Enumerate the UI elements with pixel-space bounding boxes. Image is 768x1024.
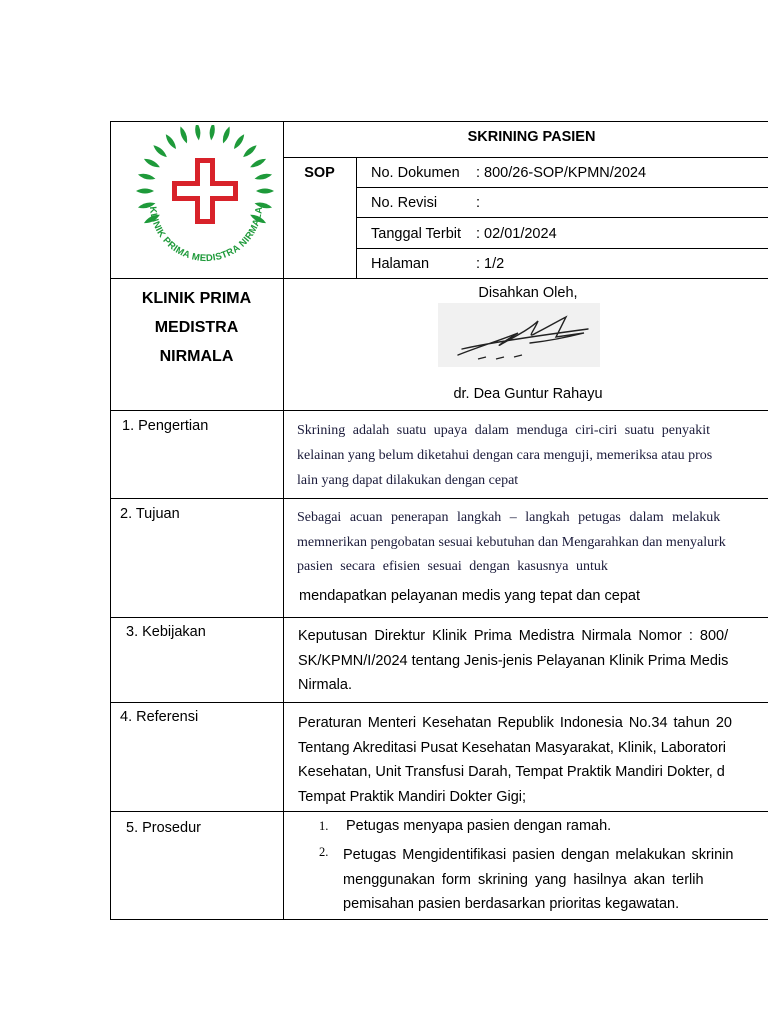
prosedur-item-2-number: 2. bbox=[319, 845, 329, 859]
prosedur-item-1-number: 1. bbox=[319, 819, 329, 833]
doc-number-value: : 800/26-SOP/KPMN/2024 bbox=[476, 165, 647, 181]
section-label-referensi: 4. Referensi bbox=[120, 709, 199, 725]
issue-date-label: Tanggal Terbit bbox=[371, 226, 462, 242]
logo-leaf bbox=[152, 143, 169, 159]
section-text-tujuan-extra: mendapatkan pelayanan medis yang tepat dan cepat bbox=[299, 588, 640, 604]
table-border-left bbox=[110, 121, 111, 920]
prosedur-item-2-text: Petugas Mengidentifikasi pasien dengan melakukan skrinin menggunakan form skrining yang hasilnya akan terlih pemisahan pasien berdasarkan prioritas kegawatan. bbox=[343, 847, 734, 912]
page-value: : 1/2 bbox=[476, 256, 505, 272]
logo-leaf bbox=[164, 133, 178, 151]
logo-leaf bbox=[209, 125, 216, 141]
issue-date-value: : 02/01/2024 bbox=[476, 226, 557, 242]
sop-label: SOP bbox=[304, 165, 335, 181]
section-label-kebijakan: 3. Kebijakan bbox=[126, 624, 206, 640]
header-bottom-line bbox=[110, 278, 768, 279]
column-divider bbox=[283, 121, 284, 920]
section-label-pengertian: 1. Pengertian bbox=[122, 418, 209, 434]
logo-leaf bbox=[178, 126, 189, 145]
sop-document bbox=[110, 121, 768, 920]
svg-text:KLINIK PRIMA MEDISTRA NIRMALA: KLINIK PRIMA MEDISTRA NIRMALA bbox=[146, 206, 266, 265]
logo-leaf bbox=[256, 189, 274, 194]
section-label-prosedur: 5. Prosedur bbox=[126, 820, 201, 836]
logo-leaf bbox=[194, 125, 201, 141]
page-label: Halaman bbox=[371, 256, 430, 272]
section-text-referensi: Peraturan Menteri Kesehatan Republik Indonesia No.34 tahun 20 Tentang Akreditasi Pusat Kesehatan Masyarakat, Klinik, Laboratori Kesehatan, Unit Transfusi Darah, Tempat Praktik Mandiri Dokter, d Tempat Praktik Mandiri Dokter Gigi; bbox=[298, 715, 732, 805]
logo-leaf bbox=[249, 157, 267, 170]
section-text-tujuan: Sebagai acuan penerapan langkah – langkah petugas dalam melakuk memnerikan pengobatan sesuai kebutuhan dan Mengarahkan dan menyalurk pasien secara efisien sesuai dengan kasusnya untuk bbox=[297, 510, 726, 574]
logo-leaf bbox=[254, 172, 273, 181]
table-border-bottom bbox=[110, 919, 768, 920]
revision-value: : bbox=[476, 195, 481, 211]
field-divider-3 bbox=[356, 248, 768, 249]
doc-number-label: No. Dokumen bbox=[371, 165, 460, 181]
logo-leaf bbox=[242, 143, 259, 159]
section-text-pengertian: Skrining adalah suatu upaya dalam menduga ciri-ciri suatu penyakit kelainan yang belum diketahui dengan cara menguji, memeriksa atau pros lain yang dapat dilakukan dengan cepat bbox=[297, 423, 713, 488]
section-label-tujuan: 2. Tujuan bbox=[120, 506, 180, 522]
logo-leaf bbox=[232, 133, 246, 151]
logo-leaf bbox=[143, 157, 161, 170]
prosedur-item-1-text: Petugas menyapa pasien dengan ramah. bbox=[346, 818, 612, 834]
approval-label: Disahkan Oleh, bbox=[478, 285, 578, 301]
table-border-top bbox=[110, 121, 768, 122]
section-text-kebijakan: Keputusan Direktur Klinik Prima Medistra Nirmala Nomor : 800/ SK/KPMN/I/2024 tentang Jenis-jenis Pelayanan Klinik Prima Medis Nirmala. bbox=[298, 628, 729, 693]
row-divider-1 bbox=[110, 410, 768, 411]
approver-name: dr. Dea Guntur Rahayu bbox=[453, 386, 603, 402]
page-title: SKRINING PASIEN bbox=[467, 129, 596, 145]
logo-leaf bbox=[136, 189, 154, 194]
row-divider-5 bbox=[110, 811, 768, 812]
revision-label: No. Revisi bbox=[371, 195, 438, 211]
row-divider-3 bbox=[110, 617, 768, 618]
field-divider-2 bbox=[356, 217, 768, 218]
clinic-logo bbox=[128, 125, 282, 275]
field-divider-1 bbox=[356, 187, 768, 188]
row-divider-4 bbox=[110, 702, 768, 703]
logo-leaf bbox=[137, 172, 156, 181]
signature bbox=[438, 303, 600, 367]
logo-leaf bbox=[221, 126, 232, 145]
clinic-name: KLINIK PRIMA MEDISTRA NIRMALA bbox=[141, 290, 252, 365]
row-divider-2 bbox=[110, 498, 768, 499]
